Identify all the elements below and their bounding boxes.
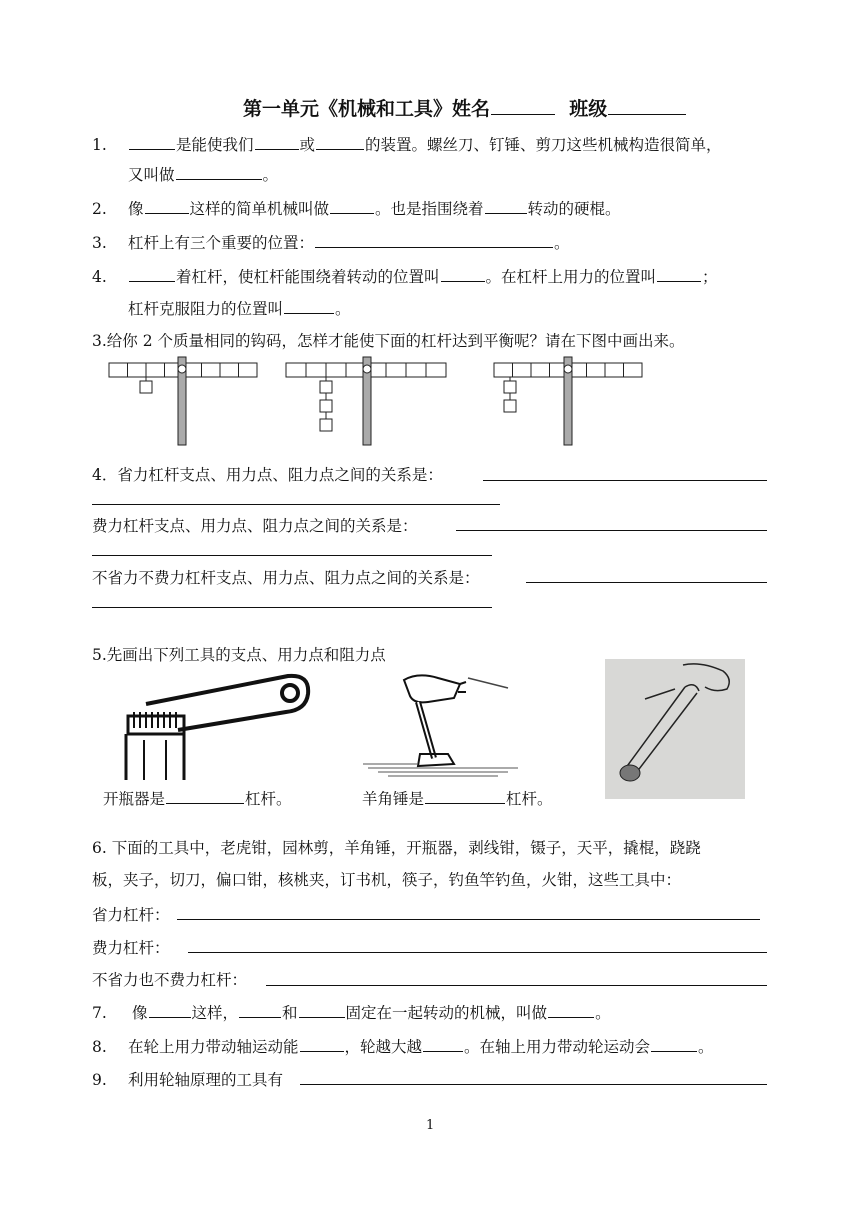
lever-neither-answer-line[interactable] [266, 985, 767, 986]
q1-blank-1[interactable] [129, 133, 175, 150]
lever-diagram-3[interactable] [493, 355, 648, 450]
opener-suffix: 杠杆。 [245, 790, 292, 808]
q4-text-e: 。 [335, 300, 351, 318]
name-blank[interactable] [491, 98, 555, 115]
q1-text-a: 是能使我们 [176, 136, 254, 154]
lever-save-label: 省力杠杆： [92, 906, 170, 924]
hammer-label: 羊角锤是 [362, 790, 425, 808]
question-7 [92, 1001, 611, 1023]
q8-blank-2[interactable] [423, 1035, 463, 1052]
q7-blank-2[interactable] [239, 1001, 281, 1018]
question-3 [92, 231, 570, 253]
lever-cost-answer-line[interactable] [188, 952, 767, 953]
q4-blank-3[interactable] [657, 265, 701, 282]
q2-blank-1[interactable] [145, 197, 189, 214]
question-2 [92, 197, 621, 219]
bottle-opener-image [118, 668, 313, 783]
claw-hammer-image [358, 668, 528, 783]
title-text: 第一单元《机械和工具》姓名 [243, 98, 491, 120]
q4-blank-1[interactable] [129, 265, 175, 282]
q2-text-a: 像 [128, 200, 144, 218]
q7-text-e: 。 [595, 1004, 611, 1022]
question-4-line-1 [92, 265, 718, 287]
section-3-prompt: 3.给你 2 个质量相同的钩码，怎样才能使下面的杠杆达到平衡呢？请在下图中画出来。 [92, 332, 685, 350]
q2-text-d: 转动的硬棍。 [527, 200, 621, 218]
q1-text-c: 的装置。螺丝刀、钉锤、剪刀这些机械构造很简单， [365, 136, 722, 154]
q2-text-c: 。也是指围绕着 [375, 200, 484, 218]
question-8 [92, 1035, 714, 1057]
section-4-lever-cost-label: 费力杠杆支点、用力点、阻力点之间的关系是： [92, 517, 418, 535]
lever-save-answer-line[interactable] [177, 919, 760, 920]
q2-blank-3[interactable] [485, 197, 527, 214]
q4-text-a: 着杠杆，使杠杆能围绕着转动的位置叫 [176, 268, 440, 286]
tongs-image [605, 659, 745, 799]
section-6-line-1: 6. 下面的工具中，老虎钳，园林剪，羊角锤，开瓶器，剥线钳，镊子，天平，撬棍，跷跷 [92, 839, 701, 857]
section-4-answer-line-3a[interactable] [526, 582, 767, 583]
q8-text-c: 。在轴上用力带动轮运动会 [464, 1038, 651, 1056]
q1-blank-3[interactable] [316, 133, 364, 150]
q2-text-b: 这样的简单机械叫做 [189, 200, 330, 218]
q4-blank-2[interactable] [441, 265, 485, 282]
q7-blank-1[interactable] [149, 1001, 191, 1018]
section-4-answer-line-2b[interactable] [92, 555, 492, 556]
hammer-suffix: 杠杆。 [506, 790, 553, 808]
section-4-answer-line-1b[interactable] [92, 504, 500, 505]
class-label: 班级 [569, 98, 608, 120]
hammer-blank[interactable] [425, 787, 505, 804]
q7-blank-4[interactable] [548, 1001, 594, 1018]
lever-neither-label: 不省力也不费力杠杆： [92, 971, 248, 989]
section-4-answer-line-1a[interactable] [483, 480, 767, 481]
q4-blank-4[interactable] [284, 297, 334, 314]
question-4-line-2 [128, 297, 351, 319]
page-number: 1 [426, 1118, 435, 1133]
question-1-line-1 [92, 133, 722, 155]
q7-blank-3[interactable] [299, 1001, 345, 1018]
section-4-lever-equal-label: 不省力不费力杠杆支点、用力点、阻力点之间的关系是： [92, 569, 480, 587]
q8-number: 8. [92, 1038, 107, 1056]
q4-text-d: 杠杆克服阻力的位置叫 [128, 300, 284, 318]
q7-number: 7. [92, 1004, 107, 1022]
q1-text-d: 又叫做 [128, 166, 175, 184]
q8-text-b: ，轮越大越 [344, 1038, 423, 1056]
q3-text-b: 。 [554, 234, 570, 252]
q7-text-b: 这样， [191, 1004, 239, 1022]
q8-blank-3[interactable] [651, 1035, 697, 1052]
q8-text-a: 在轮上用力带动轴运动能 [128, 1038, 299, 1056]
q1-number: 1. [92, 136, 107, 154]
section-4-lever-save-label: 4．省力杠杆支点、用力点、阻力点之间的关系是： [92, 466, 443, 484]
q2-number: 2. [92, 200, 107, 218]
q8-blank-1[interactable] [300, 1035, 344, 1052]
page-title [243, 94, 687, 121]
q7-text-d: 固定在一起转动的机械，叫做 [345, 1004, 548, 1022]
q9-answer-line[interactable] [300, 1084, 767, 1085]
q1-text-b: 或 [299, 136, 316, 154]
opener-answer [103, 787, 292, 809]
q7-text-c: 和 [282, 1004, 298, 1022]
hammer-answer [362, 787, 553, 809]
opener-blank[interactable] [166, 787, 244, 804]
question-1-line-2 [128, 163, 278, 185]
q9-text-a: 利用轮轴原理的工具有 [128, 1071, 284, 1089]
opener-label: 开瓶器是 [103, 790, 166, 808]
q3-blank[interactable] [315, 231, 553, 248]
section-5-prompt: 5.先画出下列工具的支点、用力点和阻力点 [92, 646, 386, 664]
q1-blank-2[interactable] [255, 133, 299, 150]
q8-text-d: 。 [698, 1038, 714, 1056]
lever-diagram-2[interactable] [285, 355, 455, 450]
q2-blank-2[interactable] [330, 197, 374, 214]
q4-number: 4. [92, 268, 107, 286]
q3-text-a: 杠杆上有三个重要的位置： [128, 234, 315, 252]
lever-cost-label: 费力杠杆： [92, 939, 170, 957]
q1-text-e: 。 [262, 166, 279, 184]
section-6-line-2: 板，夹子，切刀，偏口钳，核桃夹，订书机，筷子，钓鱼竿钓鱼，火钳，这些工具中： [92, 871, 682, 889]
q4-text-b: 。在杠杆上用力的位置叫 [485, 268, 657, 286]
lever-diagram-1[interactable] [105, 355, 265, 450]
q1-blank-4[interactable] [176, 163, 262, 180]
class-blank[interactable] [608, 98, 686, 115]
q4-text-c: ； [702, 268, 718, 286]
q7-text-a: 像 [132, 1004, 148, 1022]
q3-number: 3. [92, 234, 107, 252]
section-4-answer-line-3b[interactable] [92, 607, 492, 608]
section-4-answer-line-2a[interactable] [456, 530, 767, 531]
question-9 [92, 1068, 283, 1090]
q9-number: 9. [92, 1071, 107, 1089]
